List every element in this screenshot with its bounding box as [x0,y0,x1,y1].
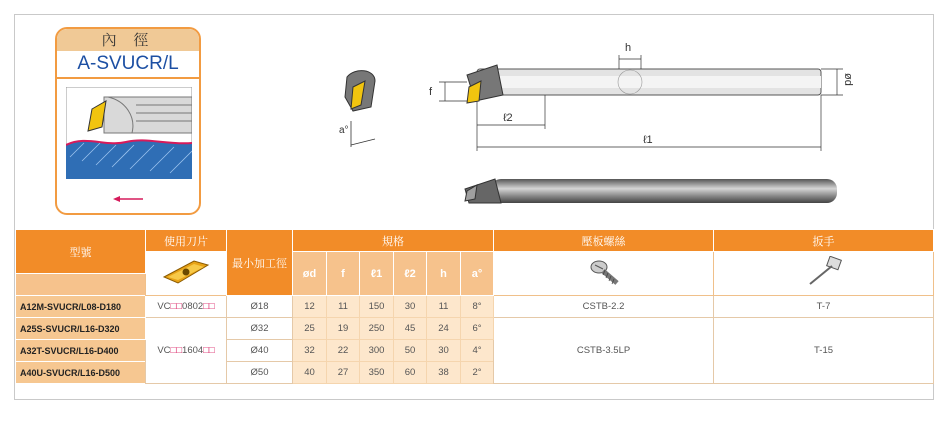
row-l2: 60 [394,362,427,384]
row-model: A12M-SVUCR/L08-D180 [16,296,146,318]
feed-direction-arrow-icon [113,195,143,203]
subheader-a: a° [461,252,494,296]
row-l1: 150 [360,296,394,318]
row-screw: CSTB-2.2 [494,296,714,318]
row-insert [146,318,227,384]
dim-label-d: ød [842,73,854,86]
row-l2: 45 [394,318,427,340]
row-h: 24 [427,318,461,340]
row-model: A40U-SVUCR/L16-D500 [16,362,146,384]
subheader-l2: ℓ2 [394,252,427,296]
row-d: 32 [293,340,327,362]
tool-type-badge [55,27,201,215]
header-model: 型號 [16,230,146,274]
subheader-f: f [327,252,360,296]
header-insert: 使用刀片 [146,230,227,252]
spec-table [15,229,934,384]
row-min-dia: Ø32 [227,318,293,340]
row-h: 38 [427,362,461,384]
wrench-icon-cell [714,252,934,296]
insert-icon-cell [146,252,227,296]
badge-category: 內 徑 [57,29,199,51]
row-wrench: T-15 [714,318,934,384]
insert-prefix: VC [157,345,171,356]
subheader-h: h [427,252,461,296]
header-wrench: 扳手 [714,230,934,252]
row-a: 2° [461,362,494,384]
tool-head-side-view [331,67,391,157]
insert-prefix: VC [157,301,171,312]
row-l1: 300 [360,340,394,362]
row-wrench: T-7 [714,296,934,318]
dim-label-a: a° [339,125,349,136]
tool-photo [461,173,841,209]
catalog-frame [14,14,934,400]
row-f: 22 [327,340,360,362]
row-min-dia: Ø18 [227,296,293,318]
row-f: 11 [327,296,360,318]
row-h: 30 [427,340,461,362]
row-d: 25 [293,318,327,340]
screw-icon [587,257,621,287]
row-a: 8° [461,296,494,318]
badge-model: A-SVUCR/L [57,51,199,79]
boring-operation-icon [66,87,192,179]
insert-placeholder-2: □□ [203,345,215,356]
row-insert [146,296,227,318]
screw-icon-cell [494,252,714,296]
row-min-dia: Ø50 [227,362,293,384]
subheader-d: ød [293,252,327,296]
insert-placeholder-1: □□ [170,345,183,356]
dim-label-l1: ℓ1 [643,134,653,146]
row-l1: 250 [360,318,394,340]
row-model: A25S-SVUCR/L16-D320 [16,318,146,340]
table-row [16,296,934,318]
row-a: 4° [461,340,494,362]
subheader-l1: ℓ1 [360,252,394,296]
row-screw: CSTB-3.5LP [494,318,714,384]
row-d: 40 [293,362,327,384]
insert-code: 0802 [182,301,204,312]
insert-code: 1604 [182,345,204,356]
header-model-spacer [16,274,146,296]
row-h: 11 [427,296,461,318]
dim-label-l2: ℓ2 [503,112,513,124]
row-l1: 350 [360,362,394,384]
dimension-drawing [419,39,859,159]
dim-label-h: h [625,42,632,54]
row-d: 12 [293,296,327,318]
insert-placeholder-2: □□ [203,301,215,312]
header-screw: 壓板螺絲 [494,230,714,252]
header-spec: 規格 [293,230,494,252]
insert-icon [160,255,212,289]
row-f: 27 [327,362,360,384]
row-min-dia: Ø40 [227,340,293,362]
tool-illustration-area [15,15,933,229]
insert-placeholder-1: □□ [170,301,183,312]
row-l2: 30 [394,296,427,318]
wrench-icon [804,256,844,288]
row-l2: 50 [394,340,427,362]
row-f: 19 [327,318,360,340]
header-min-dia: 最小加工徑 [227,230,293,296]
table-row [16,318,934,340]
dim-label-f: f [429,86,433,98]
row-model: A32T-SVUCR/L16-D400 [16,340,146,362]
row-a: 6° [461,318,494,340]
